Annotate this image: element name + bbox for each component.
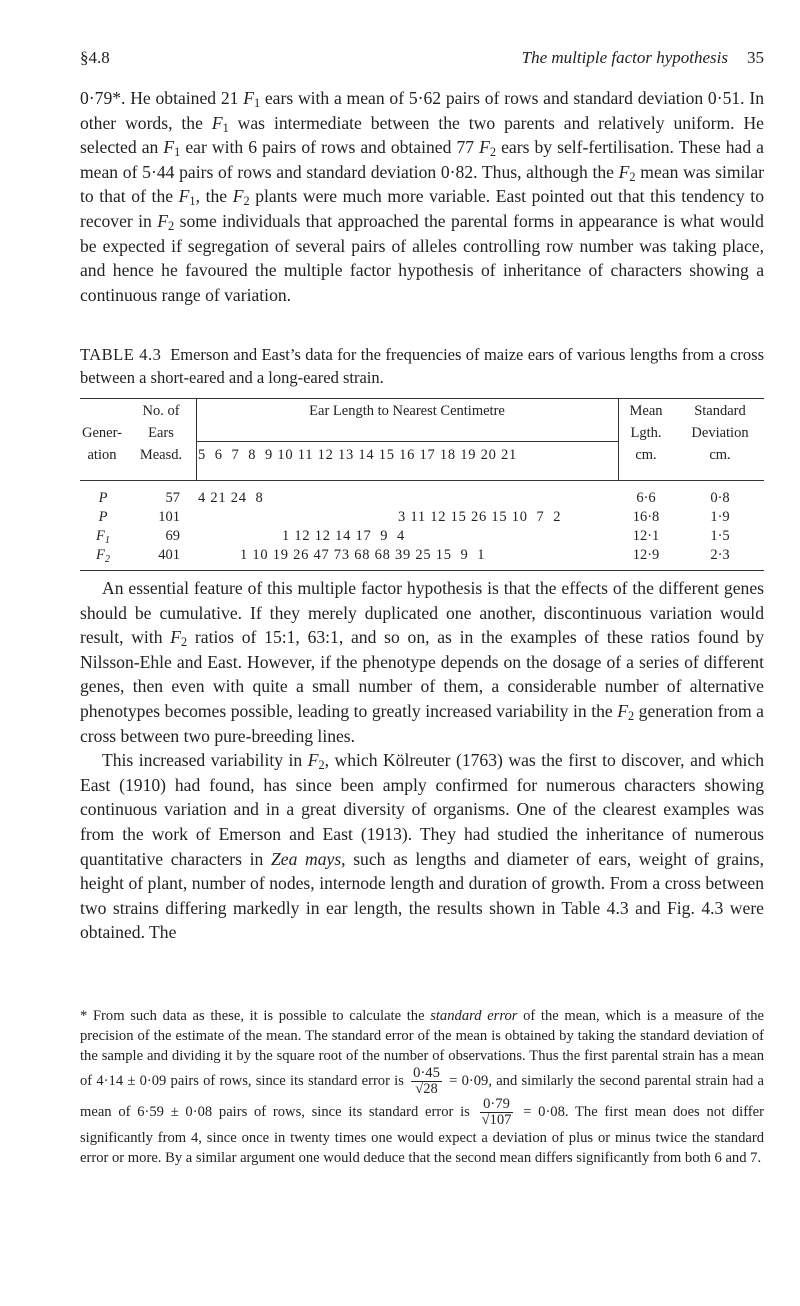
table-label: TABLE 4.3 [80, 345, 162, 364]
section-number: §4.8 [80, 48, 110, 67]
header-generation: Gener- [82, 425, 122, 441]
paragraph-1: 0·79*. He obtained 21 $F_1$ ears with a mean of 5·62 pairs of rows and standard deviation 0·51. In other words, the $F_1$ was intermediate between the two parents and relatively uniform. He selected an $F_1$ ear with 6 pairs of rows and obtained 77 $F_2$ ears by self-fertilisation. These had a mean of 5·44 pairs of rows and standard deviation 0·82. Thus, although the $F_2$ mean was similar to that of the $F_1$, the $F_2$ plants were much more variable. East pointed out that this tendency to recover in $F_2$ some individuals that approached the parental forms in appearance is what would be expected if segregation of several pairs of alleles controlling row number was taking place, and hence he favoured the multiple factor hypothesis of inheritance of characters showing a continuous range of variation. [80, 88, 764, 305]
page-number: 35 [747, 48, 764, 67]
table-caption-text: Emerson and East’s data for the frequencies of maize ears of various lengths from a cross between a short-eared and a long-eared strain. [80, 345, 765, 387]
chapter-title: The multiple factor hypothesis [521, 48, 728, 67]
footnote: * From such data as these, it is possible to calculate the standard error of the mean, which is a measure of the precision of the estimate of the mean. The standard error of the mean is obtained by taking the standard deviation of the sample and dividing it by the square root of the number of observations. Thus the first parental strain has a mean of 4·14 ± 0·09 pairs of rows, since its standard error is $\frac{0\cdot 45}{√28}$ = 0·09, and similarly the second parental strain had a mean of 6·59 ± 0·08 pairs of rows, since its standard error is $\frac{0\cdot 79}{√107}$ = 0·08. The first mean does not differ significantly from 4, since once in twenty times one would expect a deviation of plus or minus twice the standard error or more. By a similar argument one would deduce that the second mean differs significantly from both 6 and 7. [80, 1008, 764, 1166]
header-ear-length: Ear Length to Nearest Centimetre [309, 403, 505, 419]
table-bottom-rule [80, 570, 764, 571]
paragraph-2: An essential feature of this multiple factor hypothesis is that the effects of the different genes should be cumulative. If they merely duplicated one another, discontinuous variation would result, with $F_2$ ratios of 15:1, 63:1, and so on, as in the examples of these ratios found by Nilsson-Ehle and East. However, if the phenotype depends on the dosage of a series of different genes, then even with quite a small number of them, a considerable number of alternative phenotypes becomes possible, leading to greatly increased variability in the $F_2$ generation from a cross between two pure-breeding lines. This increased variability in $F_2$, which Kölreuter (1763) was the first to discover, and which East (1910) had found, has since been amply confirmed for numerous characters showing continuous variation and in a great diversity of organisms. One of the clearest examples was from the work of Emerson and East (1913). They had studied the inheritance of numerous quantitative characters in Zea mays, such as lengths and diameter of ears, weight of grains, height of plant, number of nodes, internode length and duration of growth. From a cross between two strains differing markedly in ear length, the results shown in Table 4.3 and Fig. 4.3 were obtained. The [80, 576, 764, 945]
column-divider [618, 398, 619, 480]
fraction-2: $\frac{0\cdot 79}{√107}$ [481, 1096, 512, 1128]
header-bottom-rule [80, 480, 764, 481]
fraction-1: $\frac{0\cdot 45}{√28}$ [413, 1065, 440, 1097]
header-mean: Mean [629, 403, 663, 419]
header-number: No. of [142, 403, 180, 419]
length-categories: 5 6 7 8 9 10 11 12 13 14 15 16 17 18 19 20 21 [198, 447, 517, 463]
table-top-rule [80, 398, 764, 399]
data-table: Gener- ation No. of Ears Measd. Ear Length to Nearest Centimetre 5 6 7 8 9 10 11 12 13 14 15 16 17 18 19 20 21 Mean Lgth. cm. Standard Deviation cm. P 57 4 21 24 8 6·6 0·8 P 101 3 11 12 15 26 15 10 7 2 16·8 1·9 $F_1$ 69 1 12 12 14 17 9 4 12·1 1·5 $F_2$ 401 1 10 19 26 47 73 68 68 39 25 15 9 1 12·9 2·3 [80, 398, 764, 570]
paragraph-3: This increased variability in $F_2$, which Kölreuter (1763) was the first to discover, and which East (1910) had found, has since been amply confirmed for numerous characters showing continuous variation and in a great diversity of organisms. One of the clearest examples was from the work of Emerson and East (1913). They had studied the inheritance of numerous quantitative characters in Zea mays, such as lengths and diameter of ears, weight of grains, height of plant, number of nodes, internode length and duration of growth. From a cross between two strains differing markedly in ear length, the results shown in Table 4.3 and Fig. 4.3 were obtained. The [80, 750, 764, 943]
running-header [80, 48, 764, 74]
table-caption [80, 344, 764, 389]
subheader-rule [196, 441, 618, 442]
header-sd: Standard [694, 403, 746, 419]
